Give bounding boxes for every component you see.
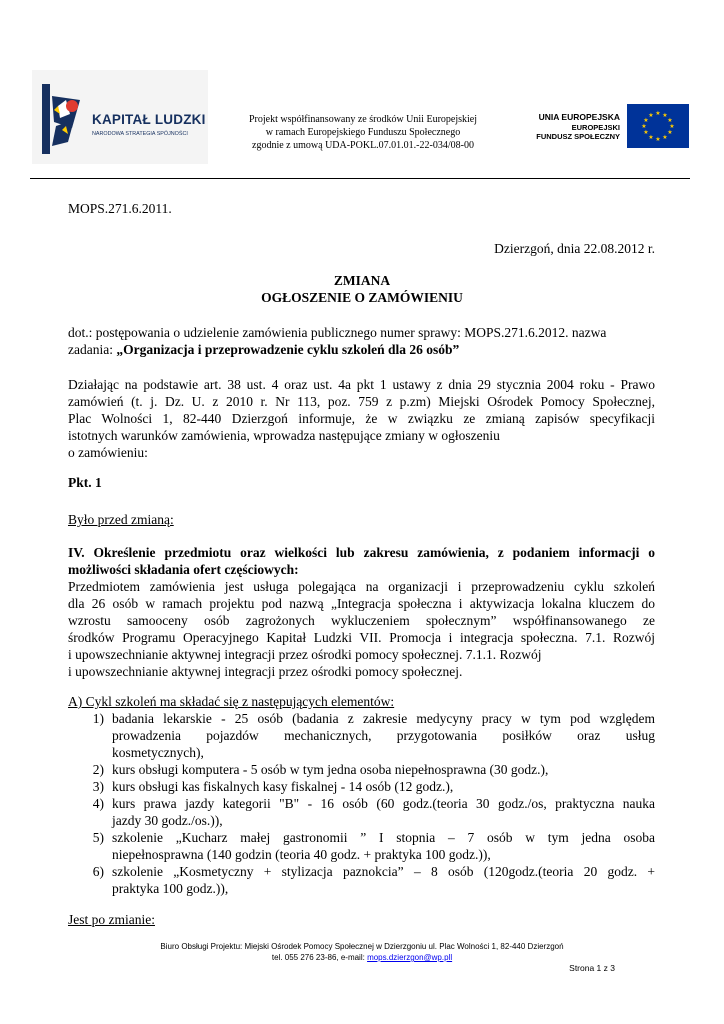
- place-date: Dzierzgoń, dnia 22.08.2012 r.: [494, 241, 655, 256]
- project-line: w ramach Europejskiego Funduszu Społecznego: [265, 127, 461, 138]
- list-item-number: 5): [92, 830, 104, 845]
- list-item-line: kurs obsługi kas fiskalnych kasy fiskalnej - 14 osób (12 godz.),: [112, 779, 454, 794]
- page-number: Strona 1 z 3: [569, 963, 615, 973]
- svg-text:★: ★: [648, 134, 654, 141]
- list-item-line: kurs obsługi komputera - 5 osób w tym jedna osoba niepełnosprawna (30 godz.),: [112, 762, 549, 777]
- description-line: i upowszechnianie aktywnej integracji przez ośrodki pomocy społecznej. 7.1.1. Rozwój: [68, 647, 542, 662]
- list-item: [82, 863, 655, 897]
- description-paragraph: [68, 578, 655, 680]
- eu-label-line: FUNDUSZ SPOŁECZNY: [536, 132, 620, 141]
- kapital-ludzki-title: KAPITAŁ LUDZKI: [92, 112, 206, 127]
- cycle-label: A) Cykl szkoleń ma składać się z następujących elementów:: [68, 694, 395, 709]
- list-item: [82, 778, 655, 795]
- list-item-number: 6): [92, 864, 104, 879]
- description-line: i upowszechnianie aktywnej integracji przez ośrodki pomocy społecznej.: [68, 664, 463, 679]
- svg-text:★: ★: [641, 123, 647, 130]
- list-item-number: 3): [92, 779, 104, 794]
- section-heading-line: IV. Określenie przedmiotu oraz wielkości lub zakresu zamówienia, z podaniem informacji o: [68, 545, 655, 560]
- before-change-label: Było przed zmianą:: [68, 512, 174, 527]
- list-item-line: prowadzenia pojazdów mechanicznych, przygotowania posiłków oraz usług: [112, 728, 655, 743]
- list-item: [82, 795, 655, 829]
- section-heading: [68, 544, 655, 578]
- list-item-line: kurs prawa jazdy kategorii "B" - 16 osób (60 godz.(teoria 30 godz./os, praktyczna nauka: [112, 796, 655, 811]
- intro-line: Plac Wolności 1, 82-440 Dzierzgoń informuje, że w związku ze zmianą zapisów specyfikacji: [68, 411, 655, 426]
- task-prefix: zadania:: [68, 342, 117, 357]
- project-line: Projekt współfinansowany ze środków Unii Europejskiej: [248, 114, 478, 125]
- intro-line: o zamówieniu:: [68, 445, 148, 460]
- point-label: Pkt. 1: [68, 475, 102, 490]
- footer-contact: [60, 953, 664, 964]
- svg-text:★: ★: [655, 136, 661, 143]
- svg-text:★: ★: [669, 123, 675, 130]
- task-name: „Organizacja i przeprowadzenie cyklu szkoleń dla 26 osób”: [116, 342, 460, 357]
- training-list: [82, 710, 655, 897]
- document-number: MOPS.271.6.2011.: [68, 201, 172, 216]
- eu-fund-label: [520, 113, 620, 142]
- after-change-label: Jest po zmianie:: [68, 912, 155, 927]
- footer-address: Biuro Obsługi Projektu: Miejski Ośrodek Pomocy Społecznej w Dzierzgoniu ul. Plac Wolności 1, 82-440 Dzierzgoń: [160, 942, 564, 951]
- intro-line: zamówień (t. j. Dz. U. z 2010 r. Nr 113, poz. 759 z p.zm) Miejski Ośrodek Pomocy Społecznej,: [68, 394, 655, 409]
- description-line: środków Programu Operacyjnego Kapitał Ludzki VII. Promocja i integracja społeczna. 7.1. Rozwój: [68, 630, 655, 645]
- list-item: [82, 710, 655, 761]
- eu-label-line: UNIA EUROPEJSKA: [538, 112, 620, 122]
- list-item-line: badania lekarskie - 25 osób (badania z zakresie medycyny pracy w tym pod względem: [112, 711, 655, 726]
- project-info: [218, 113, 508, 152]
- list-item-line: niepełnosprawna (140 godzin (teoria 40 godz. + praktyka 100 godz.)),: [112, 847, 491, 862]
- footer-phone: tel. 055 276 23-86, e-mail:: [271, 953, 368, 962]
- svg-text:★: ★: [655, 110, 661, 117]
- svg-text:★: ★: [667, 117, 673, 124]
- doc-title: ZMIANA: [333, 273, 391, 288]
- list-item-line: jazdy 30 godz./os.)),: [112, 813, 223, 828]
- intro-line: istotnych warunków zamówienia, wprowadza następujące zmiany w ogłoszeniu: [68, 428, 500, 443]
- subject-line: dot.: postępowania o udzielenie zamówienia publicznego numer sprawy: MOPS.271.6.2012. nazwa: [68, 325, 607, 340]
- eu-flag-icon: [627, 104, 689, 148]
- footer-email-link[interactable]: mops.dzierzgon@wp.pll: [367, 953, 453, 962]
- description-line: dla 26 osób w ramach projektu pod nazwą „Integracja społeczna i aktywizacja lokalna kluczem do: [68, 596, 655, 611]
- intro-paragraph: [68, 376, 655, 461]
- intro-line: Działając na podstawie art. 38 ust. 4 oraz ust. 4a pkt 1 ustawy z dnia 29 stycznia 2004 roku - Prawo: [68, 377, 655, 392]
- list-item-line: kosmetycznych),: [112, 745, 204, 760]
- section-heading-line: możliwości składania ofert częściowych:: [68, 562, 299, 577]
- svg-text:★: ★: [643, 129, 649, 136]
- task-name-line: [68, 341, 459, 358]
- description-line: Przedmiotem zamówienia jest usługa polegająca na organizacji i przeprowadzeniu cyklu szkoleń: [68, 579, 655, 594]
- svg-text:★: ★: [662, 112, 668, 119]
- svg-text:★: ★: [662, 134, 668, 141]
- kapital-ludzki-subtitle: NARODOWA STRATEGIA SPÓJNOŚCI: [92, 131, 188, 137]
- header-divider: [30, 178, 690, 179]
- list-item-line: szkolenie „Kosmetyczny + stylizacja paznokcia” – 8 osób (120godz.(teoria 20 godz. +: [112, 864, 655, 879]
- list-item-line: praktyka 100 godz.)),: [112, 881, 229, 896]
- svg-text:★: ★: [643, 117, 649, 124]
- list-item-line: szkolenie „Kucharz małej gastronomii ” I stopnia – 7 osób w tym jedna osoba: [112, 830, 655, 845]
- list-item-number: 1): [92, 711, 104, 726]
- svg-text:★: ★: [648, 112, 654, 119]
- list-item: [82, 829, 655, 863]
- list-item-number: 4): [92, 796, 104, 811]
- list-item: [82, 761, 655, 778]
- project-line: zgodnie z umową UDA-POKL.07.01.01.-22-034/08-00: [252, 140, 474, 151]
- svg-text:★: ★: [667, 129, 673, 136]
- list-item-number: 2): [92, 762, 104, 777]
- doc-subtitle: OGŁOSZENIE O ZAMÓWIENIU: [261, 290, 463, 305]
- eu-label-line: EUROPEJSKI: [571, 122, 620, 132]
- description-line: wzrostu samooceny osób zagrożonych wykluczeniem społecznym” współfinansowanego ze: [68, 613, 655, 628]
